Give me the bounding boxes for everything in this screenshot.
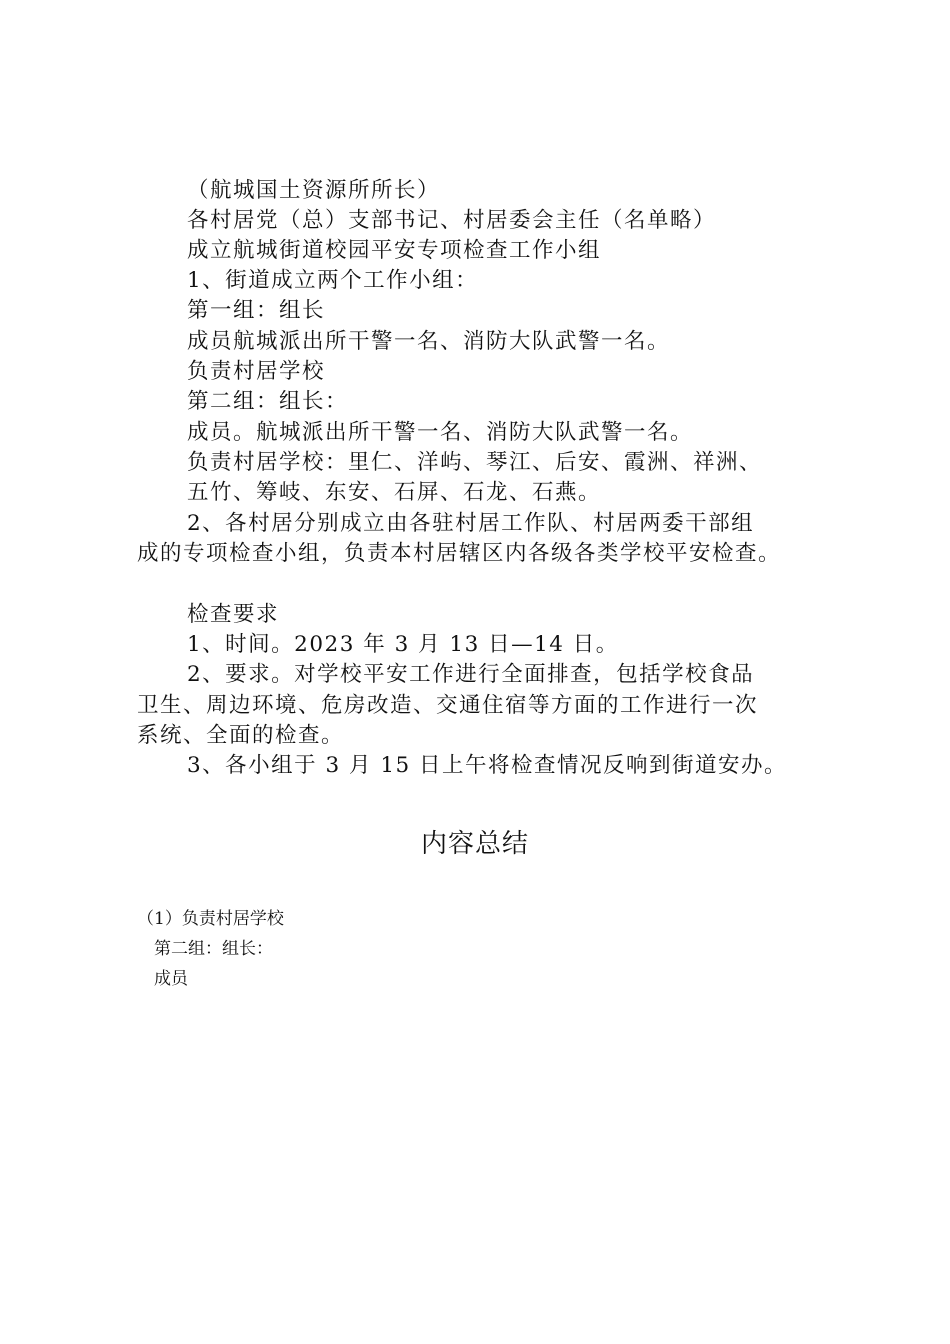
body-line-10: 负责村居学校：里仁、洋屿、琴江、后安、霞洲、祥洲、 bbox=[187, 450, 763, 475]
body-line-18: 系统、全面的检查。 bbox=[137, 723, 345, 748]
body-line-19: 3、各小组于 3 月 15 日上午将检查情况反响到街道安办。 bbox=[187, 753, 788, 778]
body-line-1: （航城国土资源所所长） bbox=[187, 178, 441, 203]
body-line-9: 成员。航城派出所干警一名、消防大队武警一名。 bbox=[187, 420, 694, 445]
summary-line-1: （1）负责村居学校 bbox=[137, 909, 284, 929]
body-line-15: 1、时间。2023 年 3 月 13 日—14 日。 bbox=[187, 632, 619, 657]
section-heading-requirements: 检查要求 bbox=[187, 602, 280, 627]
summary-line-2: 第二组：组长： bbox=[154, 939, 273, 959]
summary-line-3: 成员 bbox=[154, 969, 188, 989]
body-line-13: 成的专项检查小组，负责本村居辖区内各级各类学校平安检查。 bbox=[137, 541, 782, 566]
body-line-12: 2、各村居分别成立由各驻村居工作队、村居两委干部组 bbox=[187, 511, 755, 536]
body-line-6: 成员航城派出所干警一名、消防大队武警一名。 bbox=[187, 329, 671, 354]
body-line-17: 卫生、周边环境、危房改造、交通住宿等方面的工作进行一次 bbox=[137, 693, 759, 718]
body-line-16: 2、要求。对学校平安工作进行全面排查，包括学校食品 bbox=[187, 662, 755, 687]
body-line-3: 成立航城街道校园平安专项检查工作小组 bbox=[187, 238, 602, 263]
body-line-5: 第一组：组长 bbox=[187, 298, 326, 323]
body-line-2: 各村居党（总）支部书记、村居委会主任（名单略） bbox=[187, 208, 717, 233]
body-line-4: 1、街道成立两个工作小组： bbox=[187, 268, 479, 293]
body-line-7: 负责村居学校 bbox=[187, 359, 326, 384]
body-line-11: 五竹、筹岐、东安、石屏、石龙、石燕。 bbox=[187, 480, 602, 505]
body-line-8: 第二组：组长： bbox=[187, 389, 349, 414]
summary-title: 内容总结 bbox=[420, 829, 529, 859]
